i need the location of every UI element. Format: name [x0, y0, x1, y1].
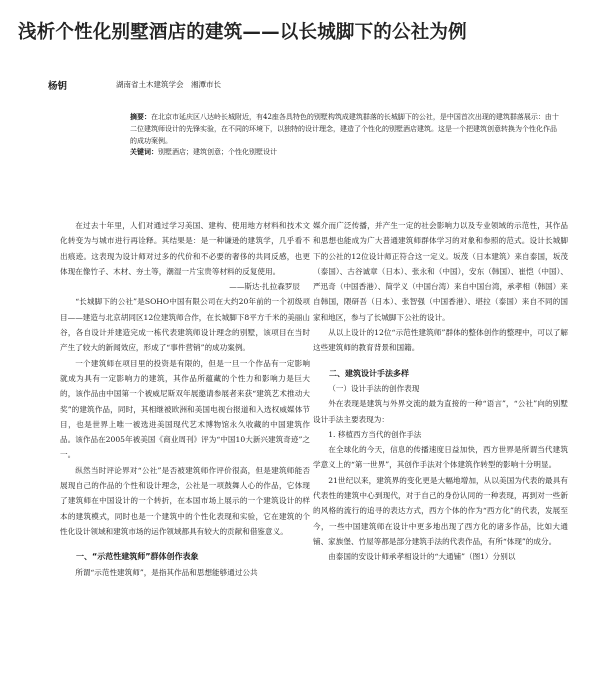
abstract-block: [130, 112, 562, 159]
left-paragraph: 在过去十年里，人们对通过学习美国、建构、使用地方材料和技术文化转变为与城市进行再诠释。其结果是：是一种谦逊的建筑学，几乎看不出痕迹。这表现为设计师对过多的代价和不必要的奢侈的共同反感，也更体现在像竹子、木材、夯土等，潮湿一片宝贵等材料的反复使用。: [60, 221, 310, 276]
quote-attribution: ——斯达·扎拉森罗辰: [229, 282, 300, 292]
left-column: [60, 218, 310, 580]
subsection-heading: （一）设计手法的创作表现: [328, 383, 420, 393]
abstract-text: 在北京市延庆区八达岭长城附近，有42座各具特色的别墅构筑成建筑群落的长城脚下的公社，是中国首次出现的建筑群落展示：由十二位建筑师设计的先锋实验，在不同的环境下，以独特的设计理念，建造了个性化的别墅酒店建筑。这是一个把建筑创意转换为个性化作品的成功案例。: [130, 113, 559, 145]
right-paragraph: 外在表现是建筑与外界交流的最为直接的一种“语言”，“公社”向的别墅设计手法主要表现为：: [313, 399, 568, 424]
right-paragraph: 21世纪以来，建筑界的变化更是大幅地增加，从以美国为代表的最具有代表性的建筑中心到现代，对于自己的身份认同的一种表现，再到对一些新的风格的流行的追寻的表达方式，西方个体的作为“西方化”的代表，发展至今，一些中国建筑师在设计中更多地出现了西方化的诸多作品，比如大通铺、家族堡、竹屋等都是部分建筑手法的代表作品，有所“体现”的成分。: [313, 475, 568, 546]
left-paragraph: 所谓“示范性建筑师”，是指其作品和思想能够通过公共: [75, 567, 258, 577]
keywords-text: 别墅酒店；建筑创意；个性化别墅设计: [158, 148, 277, 157]
author-name: 杨钥: [48, 81, 68, 92]
paper-title: 浅析个性化别墅酒店的建筑——以长城脚下的公社为例: [18, 22, 467, 43]
right-column: [313, 218, 568, 565]
author-affiliation: 湖南省土木建筑学会 湘潭市长: [116, 80, 221, 89]
right-paragraph: 媒介而广泛传播，并产生一定的社会影响力以及专业领域的示范性，其作品和思想也能成为广大普通建筑师群体学习的对象和参照的范式。设计长城脚下的公社的12位设计师正符合这一定义。坂茂（日本建筑）来自泰国，坂茂（泰国）、古谷诚章（日本）、张永和（中国），安东（韩国）、崔恺（中国）、严迅奇（中国香港）、简学义（中国台湾）来自中国台湾，承孝相（韩国）来自韩国，隈研吾（日本）、张智强（中国香港）、堪拉（泰国）来自不同的国家和地区，参与了长城脚下公社的设计。: [313, 221, 568, 322]
right-paragraph: 从以上设计的12位“示范性建筑师”群体的整体创作的整理中，可以了解这些建筑师的教育背景和国籍。: [313, 328, 568, 353]
abstract: [130, 112, 562, 147]
right-paragraph: 在全球化的今天，信息的传播速度日益加快，西方世界是所谓当代建筑学意义上的“第一世界”，其创作手法对个体建筑作转型的影响十分明显。: [313, 445, 568, 470]
left-paragraph: “长城脚下的公社”是SOHO中国有限公司在大约20年前的一个初级项目——建造与北京胡同区12位建筑师合作，在长城脚下8平方千米的美丽山谷，各自设计并建造完成一栋代表建筑师设计理念的别墅，该项目在当时产生了较大的新闻效应，形成了“事件营销”的成功案例。: [60, 297, 310, 353]
left-paragraph: 纵然当时评论界对“公社”是否被建筑师作评价很高，但是建筑师能否展现自己的作品的个性和设计理念，公社是一项鼓舞人心的作品，它体现了建筑师在中国设计的一个转折，在本国市场上展示的一个建筑设计的样本的建筑模式，同时也是一个建筑中的个性化表现和实验，它在建筑的个性化设计领域和建筑市场的运作领域都具有较大的贡献和借鉴意义。: [60, 465, 310, 536]
right-paragraph: 由泰国的安设计师承孝相设计的“大通铺”（图1）分别以: [328, 552, 516, 562]
abstract-label: 摘要：: [130, 113, 151, 121]
keywords: [130, 147, 562, 159]
keywords-label: 关键词：: [130, 148, 158, 157]
section-heading-2: 二、建筑设计手法多样: [329, 368, 409, 378]
subsubsection-heading: 1. 移植西方当代的创作手法: [328, 429, 422, 439]
section-heading-1: 一、“示范性建筑师”群体创作表象: [76, 552, 199, 562]
left-paragraph: 一个建筑师在项目里的投资是有限的，但是一旦一个作品有一定影响就成为具有一定影响力的建筑，其作品所蕴藏的个性力和影响力是巨大的，该作品由中国第一个被威尼斯双年展邀请参展者来获“建筑艺术推动大奖”的建筑作品，同时，其相继被欧洲和美国电视台报道和入选权威媒体节目，也是世界上唯一被选进美国现代艺术博物馆永久收藏的中国建筑作品。该作品在2005年被美国《商业周刊》评为“中国10大新兴建筑奇迹”之一。: [60, 358, 310, 460]
